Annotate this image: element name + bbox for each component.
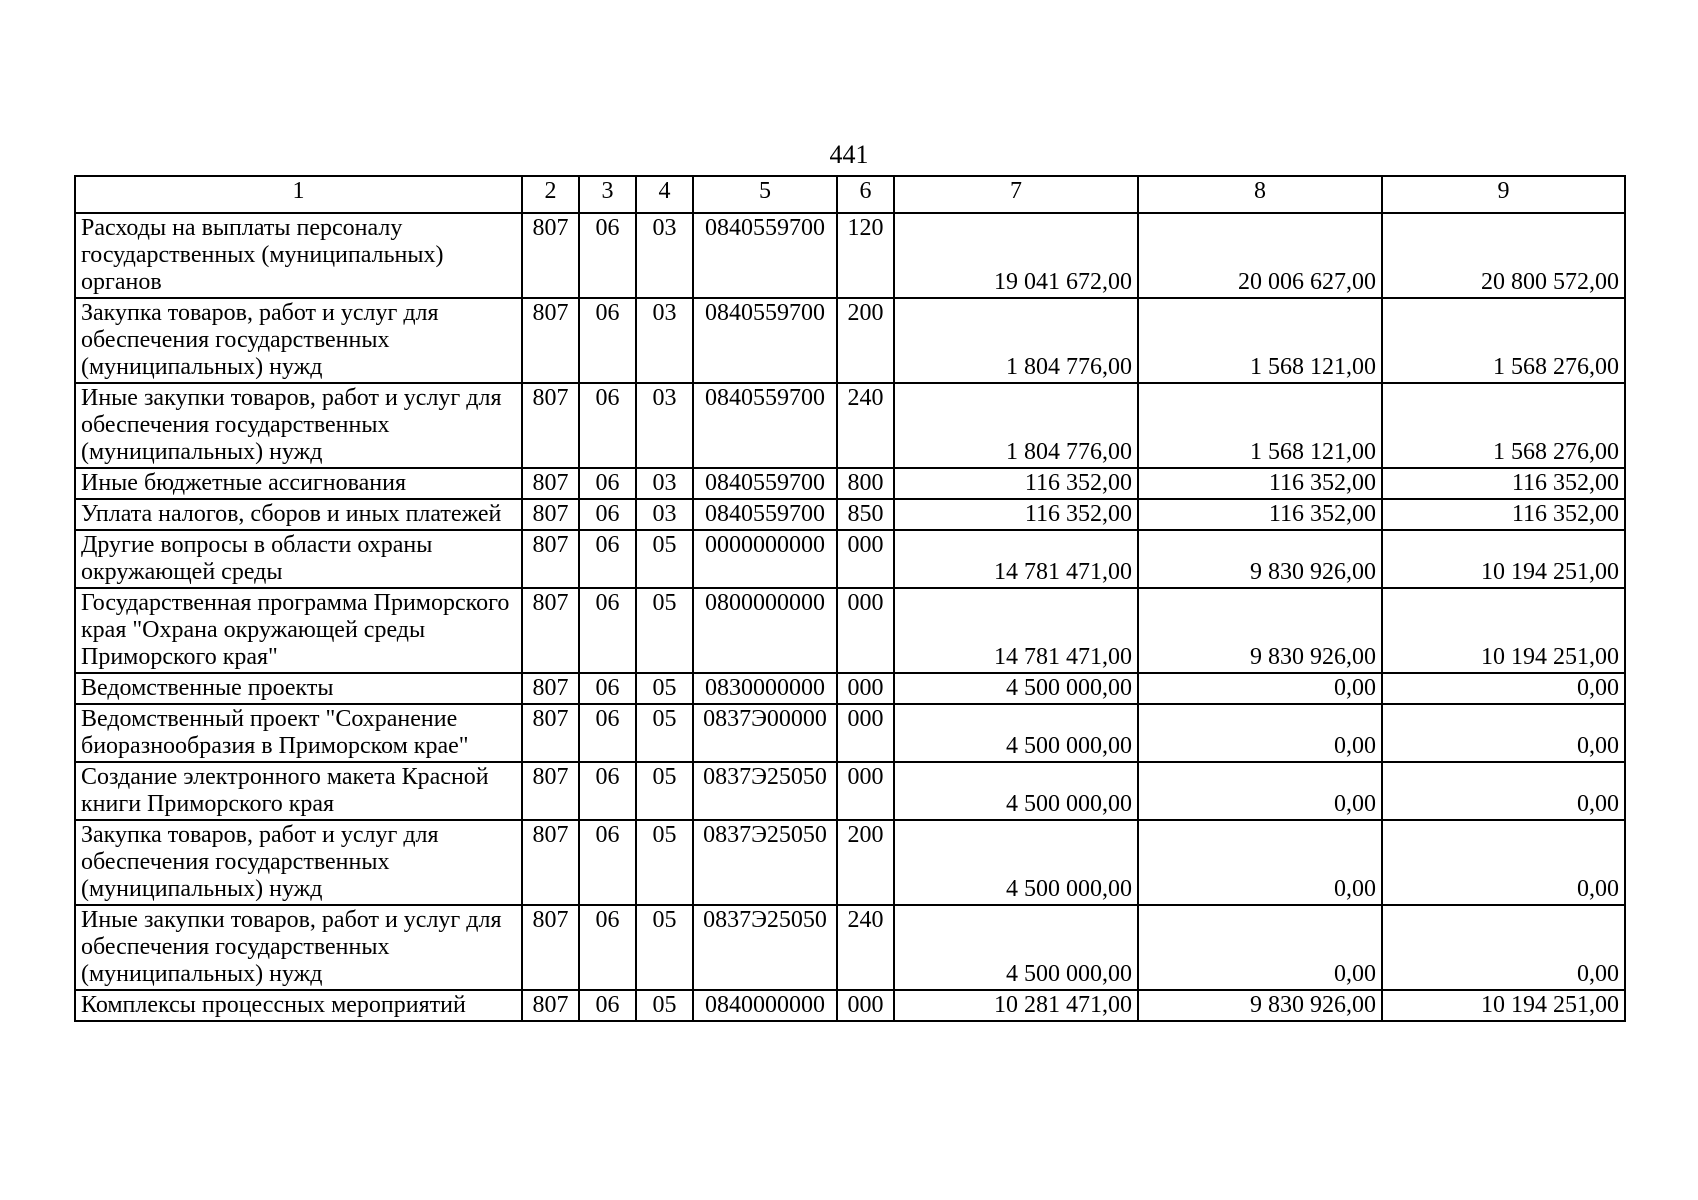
section-code-cell: 06 — [579, 762, 636, 820]
table-row — [75, 905, 1625, 990]
chapter-code-cell: 807 — [522, 499, 579, 530]
subsection-code-cell: 03 — [636, 383, 693, 468]
amount-col7-cell: 14 781 471,00 — [894, 588, 1138, 673]
amount-col9-cell: 116 352,00 — [1382, 468, 1625, 499]
table-header-row — [75, 176, 1625, 213]
table-row — [75, 530, 1625, 588]
amount-col7-cell: 19 041 672,00 — [894, 213, 1138, 298]
row-name-cell: Расходы на выплаты персоналу государственных (муниципальных) органов — [75, 213, 522, 298]
row-name-cell: Закупка товаров, работ и услуг для обеспечения государственных (муниципальных) нужд — [75, 820, 522, 905]
chapter-code-cell: 807 — [522, 530, 579, 588]
table-row — [75, 990, 1625, 1021]
amount-col9-cell: 0,00 — [1382, 673, 1625, 704]
chapter-code-cell: 807 — [522, 704, 579, 762]
expense-type-cell: 200 — [837, 820, 894, 905]
expense-type-cell: 000 — [837, 990, 894, 1021]
table-row — [75, 468, 1625, 499]
expense-type-cell: 240 — [837, 905, 894, 990]
chapter-code-cell: 807 — [522, 468, 579, 499]
column-header: 1 — [75, 176, 522, 213]
expense-type-cell: 000 — [837, 704, 894, 762]
row-name-cell: Иные бюджетные ассигнования — [75, 468, 522, 499]
amount-col9-cell: 0,00 — [1382, 704, 1625, 762]
amount-col8-cell: 0,00 — [1138, 673, 1382, 704]
table-row — [75, 762, 1625, 820]
column-header: 2 — [522, 176, 579, 213]
amount-col9-cell: 10 194 251,00 — [1382, 990, 1625, 1021]
row-name-cell: Ведомственные проекты — [75, 673, 522, 704]
section-code-cell: 06 — [579, 673, 636, 704]
amount-col7-cell: 14 781 471,00 — [894, 530, 1138, 588]
subsection-code-cell: 05 — [636, 704, 693, 762]
amount-col8-cell: 0,00 — [1138, 905, 1382, 990]
amount-col9-cell: 10 194 251,00 — [1382, 588, 1625, 673]
chapter-code-cell: 807 — [522, 383, 579, 468]
target-article-cell: 0840559700 — [693, 383, 837, 468]
amount-col7-cell: 116 352,00 — [894, 468, 1138, 499]
amount-col8-cell: 0,00 — [1138, 704, 1382, 762]
amount-col7-cell: 4 500 000,00 — [894, 905, 1138, 990]
row-name-cell: Закупка товаров, работ и услуг для обеспечения государственных (муниципальных) нужд — [75, 298, 522, 383]
table-row — [75, 673, 1625, 704]
amount-col7-cell: 4 500 000,00 — [894, 704, 1138, 762]
table-row — [75, 588, 1625, 673]
budget-table — [74, 175, 1626, 1022]
expense-type-cell: 000 — [837, 762, 894, 820]
amount-col7-cell: 116 352,00 — [894, 499, 1138, 530]
table-row — [75, 298, 1625, 383]
expense-type-cell: 120 — [837, 213, 894, 298]
subsection-code-cell: 05 — [636, 762, 693, 820]
section-code-cell: 06 — [579, 704, 636, 762]
section-code-cell: 06 — [579, 990, 636, 1021]
chapter-code-cell: 807 — [522, 820, 579, 905]
amount-col8-cell: 1 568 121,00 — [1138, 383, 1382, 468]
section-code-cell: 06 — [579, 468, 636, 499]
row-name-cell: Государственная программа Приморского края "Охрана окружающей среды Приморского края" — [75, 588, 522, 673]
subsection-code-cell: 05 — [636, 588, 693, 673]
amount-col8-cell: 0,00 — [1138, 820, 1382, 905]
subsection-code-cell: 05 — [636, 673, 693, 704]
amount-col8-cell: 116 352,00 — [1138, 499, 1382, 530]
amount-col8-cell: 9 830 926,00 — [1138, 990, 1382, 1021]
expense-type-cell: 200 — [837, 298, 894, 383]
table-row — [75, 820, 1625, 905]
amount-col8-cell: 0,00 — [1138, 762, 1382, 820]
row-name-cell: Иные закупки товаров, работ и услуг для обеспечения государственных (муниципальных) нужд — [75, 383, 522, 468]
table-row — [75, 383, 1625, 468]
target-article-cell: 0837Э25050 — [693, 820, 837, 905]
subsection-code-cell: 05 — [636, 530, 693, 588]
column-header: 7 — [894, 176, 1138, 213]
row-name-cell: Другие вопросы в области охраны окружающей среды — [75, 530, 522, 588]
target-article-cell: 0840000000 — [693, 990, 837, 1021]
row-name-cell: Комплексы процессных мероприятий — [75, 990, 522, 1021]
amount-col9-cell: 0,00 — [1382, 762, 1625, 820]
column-header: 4 — [636, 176, 693, 213]
subsection-code-cell: 03 — [636, 499, 693, 530]
amount-col8-cell: 1 568 121,00 — [1138, 298, 1382, 383]
section-code-cell: 06 — [579, 905, 636, 990]
target-article-cell: 0800000000 — [693, 588, 837, 673]
section-code-cell: 06 — [579, 298, 636, 383]
chapter-code-cell: 807 — [522, 905, 579, 990]
amount-col7-cell: 4 500 000,00 — [894, 762, 1138, 820]
amount-col9-cell: 0,00 — [1382, 820, 1625, 905]
amount-col8-cell: 116 352,00 — [1138, 468, 1382, 499]
target-article-cell: 0840559700 — [693, 298, 837, 383]
amount-col7-cell: 4 500 000,00 — [894, 673, 1138, 704]
section-code-cell: 06 — [579, 820, 636, 905]
amount-col8-cell: 9 830 926,00 — [1138, 588, 1382, 673]
table-row — [75, 704, 1625, 762]
expense-type-cell: 000 — [837, 673, 894, 704]
subsection-code-cell: 05 — [636, 820, 693, 905]
subsection-code-cell: 03 — [636, 213, 693, 298]
chapter-code-cell: 807 — [522, 762, 579, 820]
chapter-code-cell: 807 — [522, 298, 579, 383]
section-code-cell: 06 — [579, 499, 636, 530]
target-article-cell: 0840559700 — [693, 213, 837, 298]
target-article-cell: 0837Э00000 — [693, 704, 837, 762]
expense-type-cell: 800 — [837, 468, 894, 499]
subsection-code-cell: 05 — [636, 990, 693, 1021]
amount-col7-cell: 1 804 776,00 — [894, 298, 1138, 383]
row-name-cell: Создание электронного макета Красной книги Приморского края — [75, 762, 522, 820]
target-article-cell: 0840559700 — [693, 499, 837, 530]
chapter-code-cell: 807 — [522, 990, 579, 1021]
section-code-cell: 06 — [579, 383, 636, 468]
expense-type-cell: 000 — [837, 588, 894, 673]
column-header: 6 — [837, 176, 894, 213]
target-article-cell: 0830000000 — [693, 673, 837, 704]
table-row — [75, 499, 1625, 530]
amount-col9-cell: 20 800 572,00 — [1382, 213, 1625, 298]
subsection-code-cell: 03 — [636, 298, 693, 383]
expense-type-cell: 850 — [837, 499, 894, 530]
section-code-cell: 06 — [579, 213, 636, 298]
expense-type-cell: 240 — [837, 383, 894, 468]
amount-col9-cell: 1 568 276,00 — [1382, 298, 1625, 383]
column-header: 8 — [1138, 176, 1382, 213]
amount-col9-cell: 116 352,00 — [1382, 499, 1625, 530]
target-article-cell: 0000000000 — [693, 530, 837, 588]
amount-col9-cell: 0,00 — [1382, 905, 1625, 990]
target-article-cell: 0840559700 — [693, 468, 837, 499]
amount-col9-cell: 10 194 251,00 — [1382, 530, 1625, 588]
amount-col8-cell: 9 830 926,00 — [1138, 530, 1382, 588]
amount-col7-cell: 1 804 776,00 — [894, 383, 1138, 468]
column-header: 5 — [693, 176, 837, 213]
table-body — [75, 213, 1625, 1021]
page-number: 441 — [829, 140, 869, 169]
row-name-cell: Уплата налогов, сборов и иных платежей — [75, 499, 522, 530]
section-code-cell: 06 — [579, 530, 636, 588]
amount-col9-cell: 1 568 276,00 — [1382, 383, 1625, 468]
amount-col7-cell: 10 281 471,00 — [894, 990, 1138, 1021]
table-row — [75, 213, 1625, 298]
amount-col7-cell: 4 500 000,00 — [894, 820, 1138, 905]
row-name-cell: Ведомственный проект "Сохранение биоразнообразия в Приморском крае" — [75, 704, 522, 762]
section-code-cell: 06 — [579, 588, 636, 673]
target-article-cell: 0837Э25050 — [693, 762, 837, 820]
column-header: 9 — [1382, 176, 1625, 213]
subsection-code-cell: 05 — [636, 905, 693, 990]
subsection-code-cell: 03 — [636, 468, 693, 499]
target-article-cell: 0837Э25050 — [693, 905, 837, 990]
chapter-code-cell: 807 — [522, 673, 579, 704]
row-name-cell: Иные закупки товаров, работ и услуг для обеспечения государственных (муниципальных) нужд — [75, 905, 522, 990]
chapter-code-cell: 807 — [522, 213, 579, 298]
amount-col8-cell: 20 006 627,00 — [1138, 213, 1382, 298]
expense-type-cell: 000 — [837, 530, 894, 588]
column-header: 3 — [579, 176, 636, 213]
chapter-code-cell: 807 — [522, 588, 579, 673]
